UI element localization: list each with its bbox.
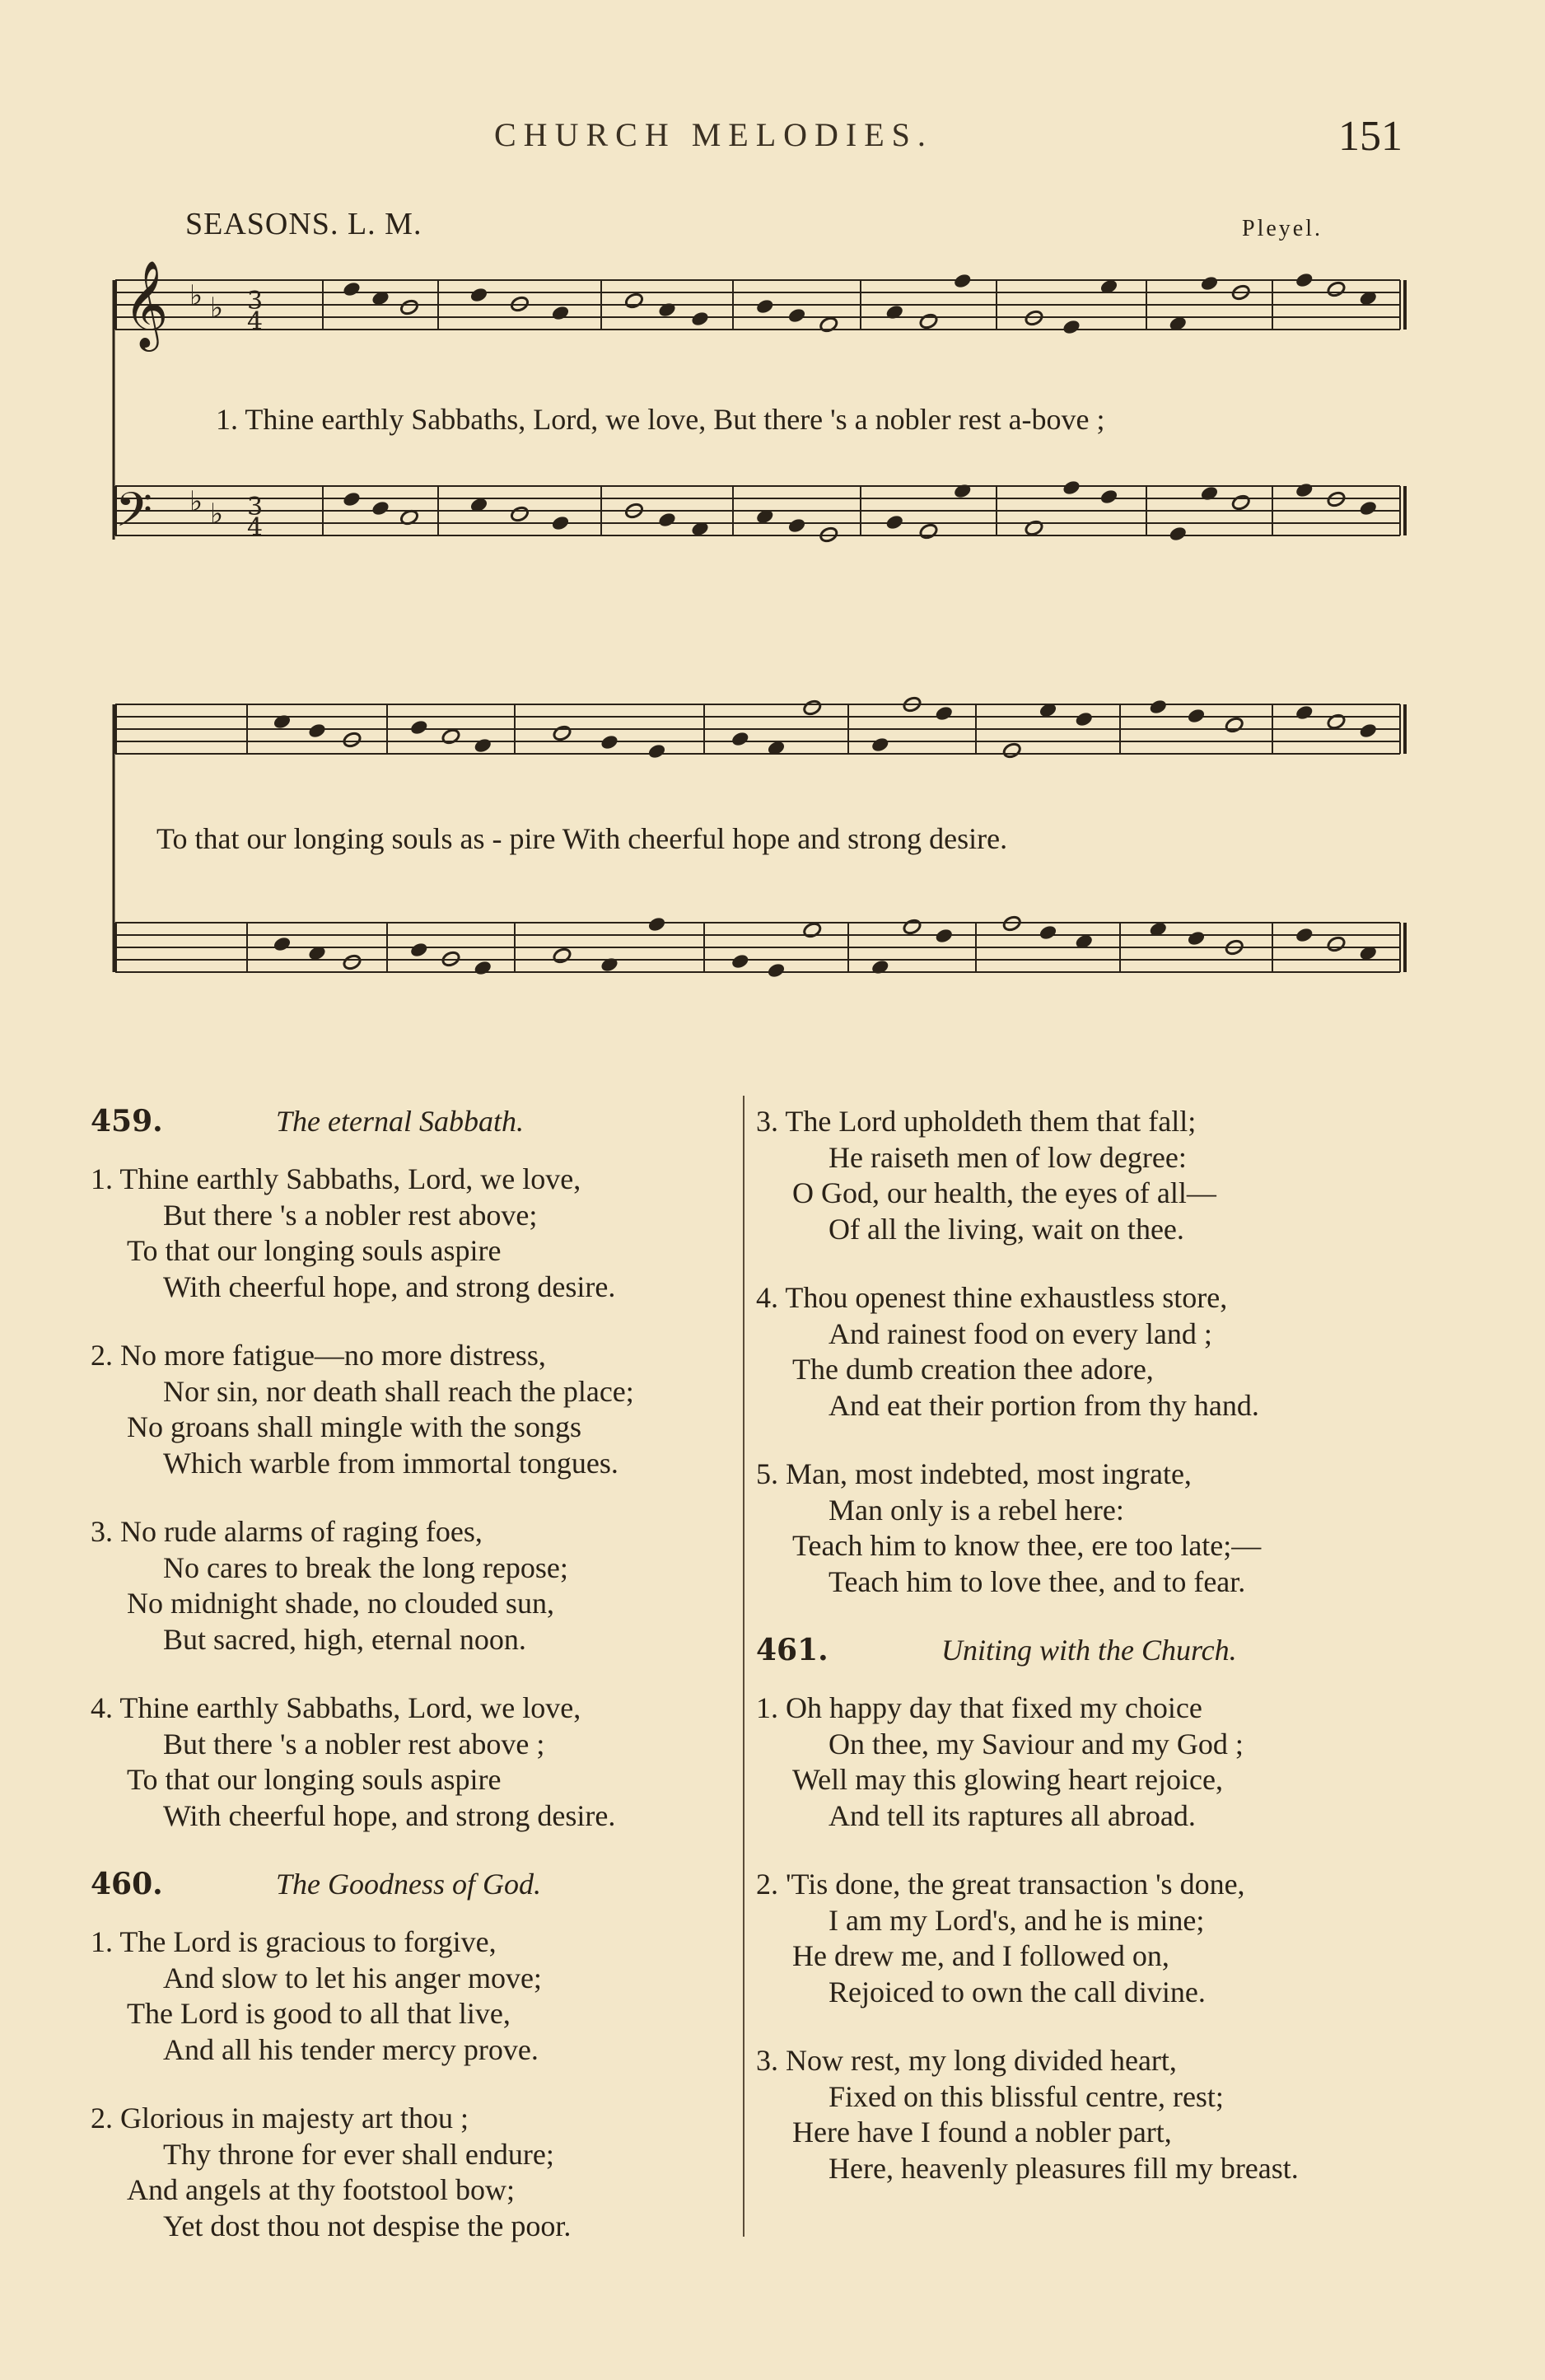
verse-line: 2. 'Tis done, the great transaction 's done,: [756, 1868, 1245, 1901]
clef-glyph: 4: [247, 307, 264, 336]
note-head: [1358, 722, 1378, 739]
verse-line: Fixed on this blissful centre, rest;: [829, 2079, 1224, 2113]
clef-glyph: ♭: [210, 498, 224, 531]
verse-line: 3. No rude alarms of raging foes,: [91, 1515, 483, 1548]
note-head: [934, 927, 954, 944]
note-head: [819, 316, 838, 333]
note-head: [885, 303, 904, 320]
note-head: [1326, 713, 1346, 730]
verse-line: With cheerful hope, and strong desire.: [163, 1798, 616, 1832]
note-head: [510, 505, 530, 522]
note-head: [1326, 280, 1346, 297]
right-column: [756, 1104, 1431, 2219]
note-head: [342, 280, 362, 297]
note-head: [1225, 716, 1244, 733]
note-head: [934, 704, 954, 722]
note-head: [441, 727, 460, 745]
note-head: [1148, 698, 1168, 715]
verse-line: Teach him to love thee, and to fear.: [829, 1564, 1246, 1598]
verse-line: 1. Oh happy day that fixed my choice: [756, 1691, 1202, 1724]
note-head: [409, 718, 429, 736]
page-number: 151: [1338, 113, 1403, 160]
hymn-block: [756, 1104, 1431, 1600]
note-head: [953, 272, 973, 289]
stanza: [756, 1690, 1431, 1834]
note-head: [600, 733, 619, 750]
verse-line: Yet dost thou not despise the poor.: [163, 2209, 572, 2242]
note-head: [730, 730, 750, 747]
verse-line: No midnight shade, no clouded sun,: [127, 1587, 554, 1620]
note-head: [1074, 710, 1094, 727]
note-head: [1199, 484, 1219, 502]
note-head: [1168, 525, 1188, 542]
note-head: [690, 310, 710, 327]
note-head: [600, 956, 619, 973]
verse-line: 4. Thine earthly Sabbaths, Lord, we love,: [91, 1691, 581, 1724]
note-head: [755, 297, 775, 315]
verse-line: 2. Glorious in majesty art thou ;: [91, 2102, 469, 2135]
stanza: [91, 2101, 766, 2244]
note-head: [802, 699, 822, 716]
verse-line: Rejoiced to own the call divine.: [829, 1975, 1206, 2008]
verse-line: But there 's a nobler rest above ;: [163, 1727, 545, 1760]
tune-title: SEASONS. L. M.: [185, 207, 422, 241]
left-column: [91, 1104, 766, 2277]
note-head: [871, 736, 890, 753]
verse-line: 4. Thou openest thine exhaustless store,: [756, 1281, 1228, 1314]
note-head: [342, 490, 362, 507]
note-head: [1099, 488, 1118, 505]
verse-line: Which warble from immortal tongues.: [163, 1446, 618, 1480]
verse-line: Well may this glowing heart rejoice,: [792, 1763, 1223, 1796]
note-head: [1231, 493, 1251, 511]
clef-glyph: 3: [247, 287, 264, 316]
note-head: [1199, 274, 1219, 292]
music-score: [0, 0, 1545, 1022]
hymn-block: [91, 1867, 766, 2244]
clef-glyph: 4: [247, 513, 264, 542]
tune-composer: Pleyel.: [1242, 216, 1323, 241]
verse-line: And angels at thy footstool bow;: [127, 2173, 515, 2206]
note-head: [871, 958, 890, 975]
note-head: [787, 517, 806, 534]
note-head: [1295, 271, 1314, 288]
note-head: [550, 304, 570, 321]
stanza: [756, 1104, 1431, 1247]
note-head: [1002, 741, 1022, 759]
verse-line: No groans shall mingle with the songs: [127, 1410, 581, 1443]
note-head: [1295, 926, 1314, 943]
staff-lines: [114, 280, 1405, 972]
clef-glyph: ♭: [189, 279, 203, 312]
clef-glyph: ♭: [210, 292, 224, 325]
note-head: [1326, 935, 1346, 952]
hymn-title: Uniting with the Church.: [941, 1634, 1237, 1667]
hymn-heading: [91, 1867, 766, 1903]
note-head: [409, 941, 429, 958]
note-head: [1186, 707, 1206, 724]
note-head: [552, 947, 572, 964]
verse-line: He drew me, and I followed on,: [792, 1939, 1169, 1972]
note-head: [1024, 519, 1043, 536]
stanza: [756, 1280, 1431, 1424]
stanza: [91, 1338, 766, 1481]
verse-line: To that our longing souls aspire: [127, 1763, 502, 1796]
verse-line: With cheerful hope, and strong desire.: [163, 1269, 616, 1303]
verse-line: On thee, my Saviour and my God ;: [829, 1727, 1244, 1760]
hymn-title: The Goodness of God.: [276, 1868, 541, 1901]
hymn-number: 461.: [756, 1633, 829, 1667]
verse-line: I am my Lord's, and he is mine;: [829, 1903, 1205, 1937]
hymn-heading: [91, 1104, 766, 1140]
note-head: [624, 292, 644, 309]
verse-line: The Lord is good to all that live,: [127, 1997, 511, 2030]
verse-line: 5. Man, most indebted, most ingrate,: [756, 1457, 1192, 1490]
note-head: [1038, 923, 1057, 941]
verse-line: Of all the living, wait on thee.: [829, 1212, 1184, 1246]
note-head: [1186, 929, 1206, 947]
verse-line: And slow to let his anger move;: [163, 1961, 542, 1994]
note-head: [552, 724, 572, 741]
note-head: [787, 306, 806, 324]
verse-line: 3. The Lord upholdeth them that fall;: [756, 1105, 1197, 1138]
note-head: [802, 921, 822, 938]
verse-line: And all his tender mercy prove.: [163, 2032, 539, 2066]
note-head: [550, 514, 570, 531]
verse-line: But sacred, high, eternal noon.: [163, 1622, 526, 1656]
note-head: [657, 301, 677, 318]
note-head: [902, 918, 922, 935]
verse-line: And rainest food on every land ;: [829, 1316, 1212, 1350]
note-heads: [272, 271, 1378, 979]
note-head: [272, 935, 292, 952]
verse-line: No cares to break the long repose;: [163, 1550, 568, 1584]
stanza: [91, 1162, 766, 1305]
hymn-block: [756, 1633, 1431, 2186]
note-head: [307, 722, 327, 739]
note-head: [766, 961, 786, 979]
note-head: [1358, 499, 1378, 517]
stanza: [91, 1690, 766, 1834]
verse-line: Here have I found a nobler part,: [792, 2116, 1172, 2149]
verse-line: He raiseth men of low degree:: [829, 1140, 1187, 1174]
note-head: [918, 522, 938, 540]
note-head: [1295, 704, 1314, 721]
note-head: [342, 731, 362, 748]
note-head: [473, 736, 492, 754]
hymn-number: 460.: [91, 1867, 163, 1901]
verse-line: And eat their portion from thy hand.: [829, 1388, 1259, 1422]
clef-glyph: 𝄞: [124, 260, 169, 348]
verse-line: Here, heavenly pleasures fill my breast.: [829, 2151, 1299, 2185]
verse-line: And tell its raptures all abroad.: [829, 1798, 1196, 1832]
verse-line: Teach him to know thee, ere too late;—: [792, 1529, 1262, 1562]
system1-lyrics: 1. Thine earthly Sabbaths, Lord, we love, But there 's a nobler rest a-bove ;: [216, 403, 1105, 436]
clef-glyph: ♭: [189, 485, 203, 518]
hymn-title: The eternal Sabbath.: [276, 1105, 524, 1138]
note-head: [342, 953, 362, 970]
stanza: [756, 1867, 1431, 2010]
note-head: [730, 952, 750, 970]
hymn-heading: [756, 1633, 1431, 1669]
verse-line: Thy throne for ever shall endure;: [163, 2137, 554, 2171]
verse-line: To that our longing souls aspire: [127, 1234, 502, 1267]
verse-line: The dumb creation thee adore,: [792, 1353, 1154, 1386]
note-head: [1062, 318, 1081, 335]
note-head: [885, 513, 904, 531]
verse-line: 3. Now rest, my long divided heart,: [756, 2044, 1177, 2077]
stanza: [91, 1514, 766, 1658]
hymn-block: [91, 1104, 766, 1834]
note-head: [272, 713, 292, 730]
note-head: [953, 482, 973, 499]
system2-lyrics: To that our longing souls as - pire With cheerful hope and strong desire.: [156, 822, 1008, 855]
verse-line: 1. The Lord is gracious to forgive,: [91, 1925, 497, 1958]
clef-glyph: 3: [247, 493, 264, 521]
verse-line: 1. Thine earthly Sabbaths, Lord, we love,: [91, 1162, 581, 1195]
note-head: [473, 959, 492, 976]
stanza: [756, 2043, 1431, 2186]
hymn-number: 459.: [91, 1104, 163, 1139]
note-head: [918, 312, 938, 330]
note-head: [646, 742, 666, 760]
verse-line: O God, our health, the eyes of all—: [792, 1176, 1216, 1209]
clef-glyph: 𝄢: [115, 482, 153, 549]
note-head: [1062, 479, 1081, 496]
note-head: [657, 511, 677, 528]
verse-line: 2. No more fatigue—no more distress,: [91, 1339, 546, 1372]
verse-line: Man only is a rebel here:: [829, 1493, 1124, 1527]
note-head: [646, 915, 666, 933]
note-head: [399, 298, 419, 316]
stanza: [91, 1924, 766, 2068]
note-head: [371, 499, 390, 517]
verse-line: But there 's a nobler rest above;: [163, 1198, 538, 1232]
running-head: CHURCH MELODIES.: [494, 116, 933, 153]
note-head: [1295, 481, 1314, 498]
verse-line: Nor sin, nor death shall reach the place;: [163, 1374, 634, 1408]
note-head: [469, 286, 488, 303]
stanza: [756, 1457, 1431, 1600]
